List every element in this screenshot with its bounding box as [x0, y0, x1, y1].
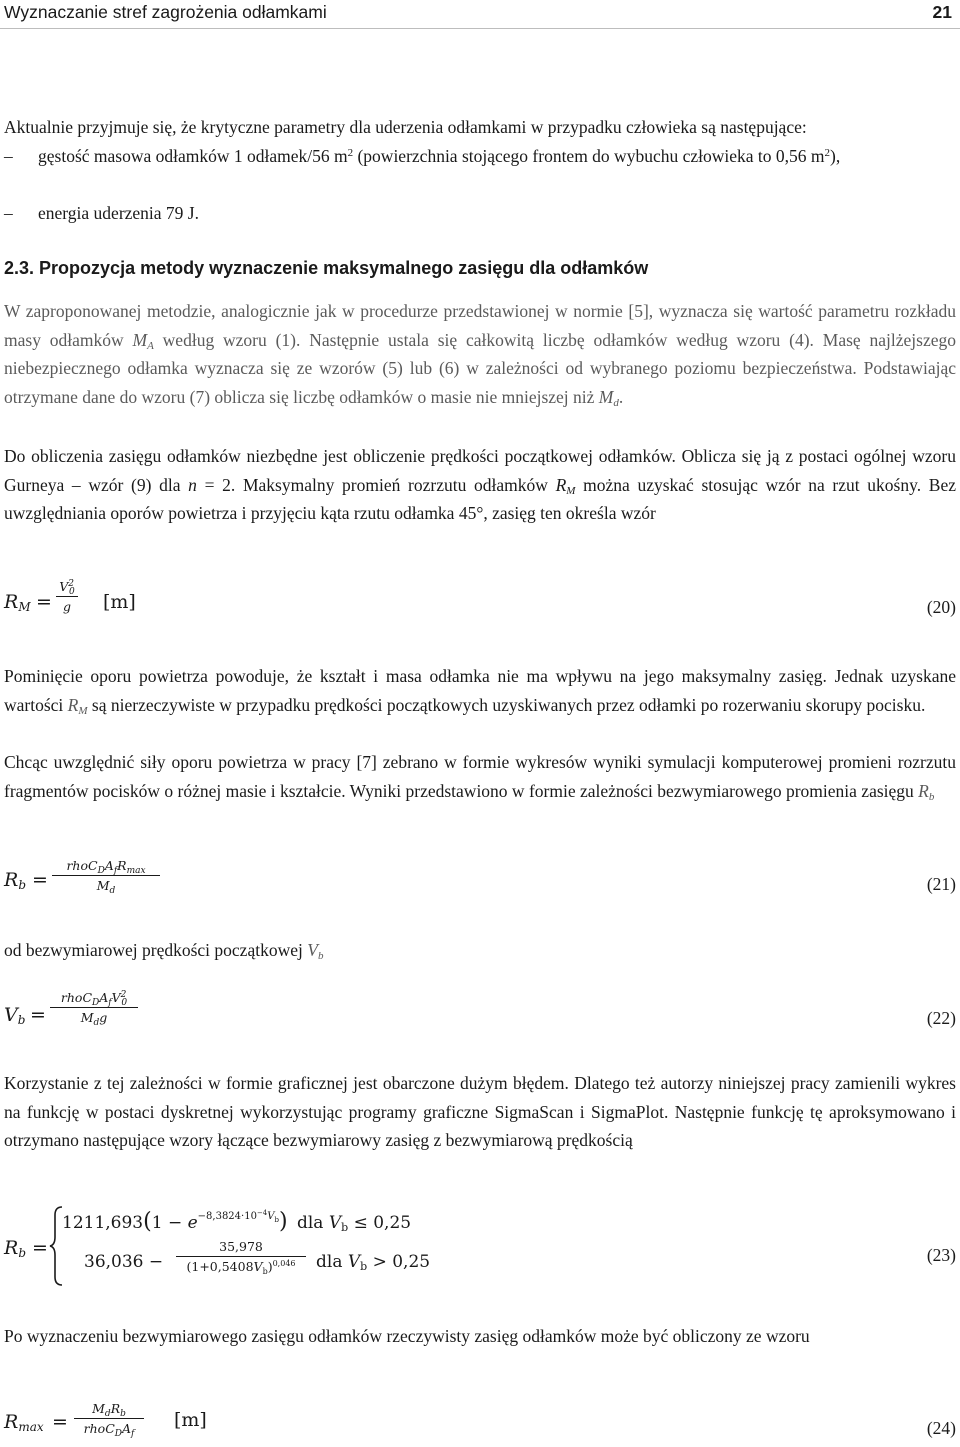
equation-24	[0, 1398, 960, 1446]
list-item-text: gęstość masowa odłamków 1 odłamek/56 $m^2$ (powierzchnia stojącego frontem do wybuchu człowieka to 0,56 $m^2$),	[38, 146, 841, 166]
running-title: Wyznaczanie stref zagrożenia odłamkami	[4, 2, 327, 22]
eq-fraction: $V^2_0$ g	[56, 579, 78, 614]
eq-lhs: $R_b$	[4, 869, 26, 892]
equation-number: (24)	[926, 1418, 956, 1438]
section-heading: 2.3. Propozycja metody wyznaczenie maksymalnego zasięgu dla odłamków	[4, 258, 649, 278]
equation-22	[0, 988, 960, 1048]
paragraph: W zaproponowanej metodzie, analogicznie jak w procedurze przedstawionej w normie [5], wyznacza się wartość parametru rozkładu masy odłamków $M_A$ według wzoru (1). Następnie ustala się całkowitą liczbę odłamków według wzoru (4). Masę najlżejszego niebezpiecznego odłamka wyznacza się ze wzorów (5) lub (6) w zależności od wybranego poziomu bezpieczeństwa. Podstawiając otrzymane dane do wzoru (7) oblicza się liczbę odłamków o masie nie mniejszej niż $M_d$.	[4, 301, 956, 409]
eq-fraction: $rhoC_DA_fR_{max}$ $M_d$	[52, 858, 160, 893]
eq-fraction: $rhoC_DA_fV^2_0$ $M_dg$	[50, 990, 138, 1025]
equation-number: (20)	[926, 597, 956, 617]
eq-equals: =	[30, 1004, 46, 1026]
list-item	[4, 199, 956, 228]
eq-equals: =	[36, 591, 52, 613]
list-dash: –	[4, 146, 13, 166]
list-dash: –	[4, 203, 13, 223]
equation-20	[0, 575, 960, 635]
paragraph: Korzystanie z tej zależności w formie graficznej jest obarczone dużym błędem. Dlatego też autorzy niniejszej pracy zamienili wykres na funkcję w postaci dyskretnej wykorzystując programy graficzne SigmaScan i SigmaPlot. Następnie funkcję tę aproksymowano i otrzymano następujące wzory łączące bezwymiarowy zasięg z bezwymiarową prędkością	[4, 1073, 956, 1150]
equation-number: (23)	[926, 1245, 956, 1265]
eq-lhs: $R_b$	[4, 1237, 26, 1260]
eq-unit: [m]	[174, 1409, 207, 1431]
eq-equals: =	[32, 1237, 48, 1259]
eq-equals: =	[32, 869, 48, 891]
eq-lhs: $R_{max}$	[4, 1411, 44, 1434]
case-row: 36,036 −	[84, 1252, 164, 1272]
paragraph: Po wyznaczeniu bezwymiarowego zasięgu odłamków rzeczywisty zasięg odłamków może być obliczony ze wzoru	[4, 1326, 810, 1346]
list-item	[4, 142, 956, 171]
eq-lhs: $R_M$	[4, 591, 31, 614]
eq-equals: =	[52, 1411, 68, 1433]
paragraph: Do obliczenia zasięgu odłamków niezbędne jest obliczenie prędkości początkowej odłamków. Oblicza się ją z postaci ogólnej wzoru Gurneya – wzór (9) dla n = 2. Maksymalny promień rozrzutu odłamków $R_M$ można uzyskać stosując wzór na rzut ukośny. Bez uwzględniania oporów powietrza i przyjęciu kąta rzutu odłamka 45°, zasięg ten określa wzór	[4, 446, 956, 523]
eq-unit: [m]	[103, 591, 136, 613]
running-head	[0, 0, 960, 29]
paragraph: Chcąc uwzględnić siły oporu powietrza w pracy [7] zebrano w formie wykresów wyniki symulacji komputerowej promieni rozrzutu fragmentów pocisków o różnej masie i kształcie. Wyniki przedstawiono w formie zależności bezwymiarowego promienia zasięgu $R_b$	[4, 752, 956, 803]
paragraph: Pominięcie oporu powietrza powoduje, że kształt i masa odłamka nie ma wpływu na jego maksymalny zasięg. Jednak uzyskane wartości $R_M$ są nierzeczywiste w przypadku prędkości początkowych uzyskiwanych przez odłamki po rozerwaniu skorupy pocisku.	[4, 666, 956, 717]
intro-paragraph: Aktualnie przyjmuje się, że krytyczne parametry dla uderzenia odłamkami w przypadku człowieka są następujące:	[4, 117, 807, 137]
equation-23	[0, 1205, 960, 1295]
case-condition: dla $V_b > 0,25$	[316, 1252, 431, 1273]
eq-lhs: $V_b$	[4, 1004, 26, 1027]
equation-number: (22)	[926, 1008, 956, 1028]
list-item-text: energia uderzenia 79 J.	[38, 203, 199, 223]
eq-fraction: 35,978 $(1+0,5408V_b)^{0,046}$	[176, 1239, 306, 1274]
equation-21	[0, 852, 960, 912]
paragraph: od bezwymiarowej prędkości początkowej $V_b$	[4, 940, 324, 962]
case-row: $1211,693(1 - e^{-8,3824\cdot 10^{-4}V_b})$ dla $V_b \le 0,25$	[62, 1209, 412, 1234]
page-number: 21	[932, 2, 952, 22]
equation-number: (21)	[926, 874, 956, 894]
eq-fraction: $M_dR_b$ $rhoC_DA_f$	[74, 1401, 144, 1436]
